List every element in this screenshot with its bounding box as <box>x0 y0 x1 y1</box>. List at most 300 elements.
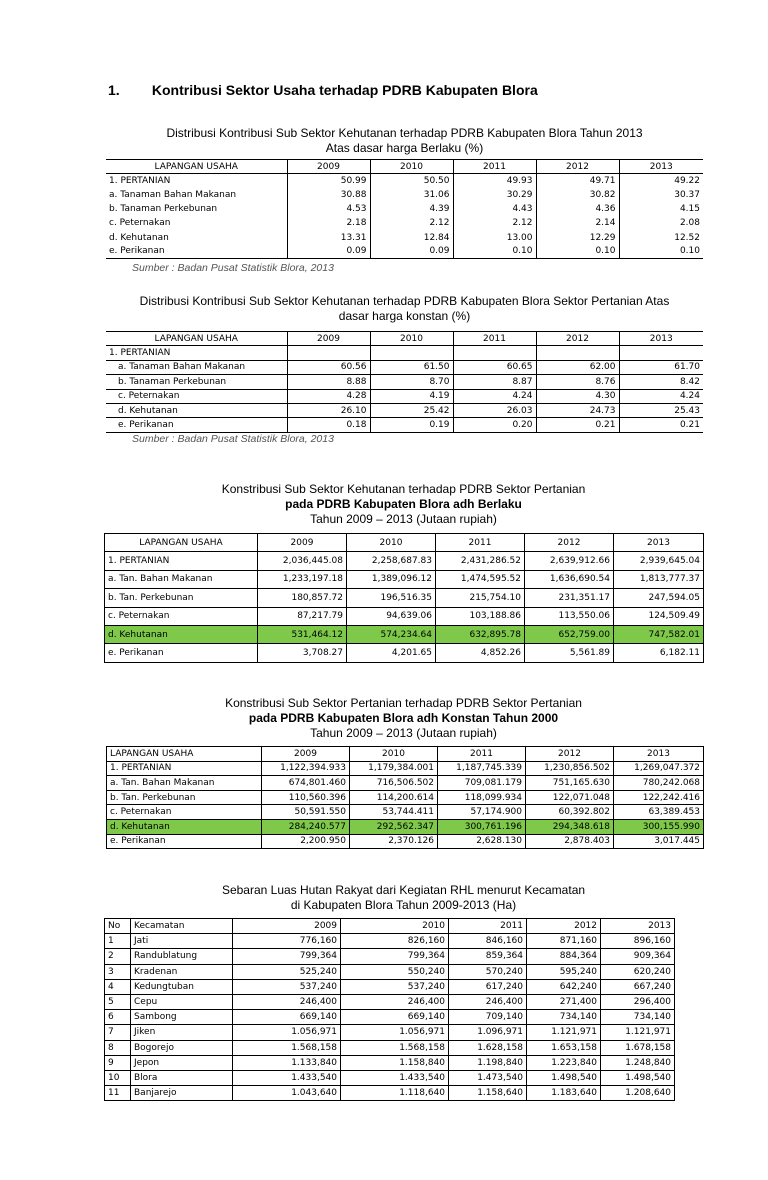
table-cell: 4.15 <box>619 202 703 216</box>
column-header: 2011 <box>453 332 536 346</box>
table-cell: 196,516.35 <box>347 589 436 607</box>
table-cell: 2.12 <box>370 216 453 230</box>
row-label: Randublatung <box>131 949 233 964</box>
column-header: 2012 <box>536 160 619 174</box>
table-cell: 0.10 <box>619 245 703 259</box>
table-cell: 4.53 <box>287 202 370 216</box>
row-label: d. Kehutanan <box>107 819 262 834</box>
table-row <box>105 1070 675 1085</box>
row-label: d. Kehutanan <box>105 625 258 643</box>
table-cell: 61.70 <box>619 360 703 374</box>
column-header: 2011 <box>436 534 525 552</box>
row-label: 1 <box>105 934 131 949</box>
table-row <box>106 245 703 259</box>
row-label: Jiken <box>131 1025 233 1040</box>
table-cell: 26.10 <box>287 403 370 417</box>
table-cell: 617,240 <box>449 979 527 994</box>
table-cell: 1,474,595.52 <box>436 570 525 588</box>
table-cell: 674,801.460 <box>262 776 350 791</box>
table-cell: 1.183,640 <box>527 1086 601 1101</box>
table5-body <box>105 919 675 1101</box>
column-header: 2013 <box>601 919 675 934</box>
column-header: LAPANGAN USAHA <box>105 534 258 552</box>
table-cell: 734,140 <box>601 1010 675 1025</box>
row-label: 1. PERTANIAN <box>109 176 171 187</box>
table-cell <box>370 346 453 360</box>
table-cell: 4,201.65 <box>347 644 436 662</box>
table-row <box>105 570 704 588</box>
table5-caption-line2: di Kabupaten Blora Tahun 2009-2013 (Ha) <box>290 898 517 912</box>
table-cell: 620,240 <box>601 964 675 979</box>
table-row <box>105 949 675 964</box>
row-label: Kedungtuban <box>131 979 233 994</box>
table-cell: 531,464.12 <box>258 625 347 643</box>
column-header: 2009 <box>233 919 341 934</box>
table-row <box>105 979 675 994</box>
table-cell: 570,240 <box>449 964 527 979</box>
table-header-row <box>105 534 704 552</box>
table-header-row <box>106 332 703 346</box>
table-cell: 2,639,912.66 <box>525 552 614 570</box>
table-cell: 709,140 <box>449 1010 527 1025</box>
table-cell: 1.133,840 <box>233 1055 341 1070</box>
row-label: Bogorejo <box>131 1040 233 1055</box>
table-cell: 24.73 <box>536 403 619 417</box>
table-cell: 0.10 <box>453 245 536 259</box>
table-cell: 215,754.10 <box>436 589 525 607</box>
table-cell: 709,081.179 <box>438 776 526 791</box>
column-header: 2010 <box>347 534 436 552</box>
table-cell: 2,036,445.08 <box>258 552 347 570</box>
table-cell: 4.28 <box>287 389 370 403</box>
column-header: 2012 <box>525 534 614 552</box>
row-label: a. Tanaman Bahan Makanan <box>109 189 237 200</box>
table-cell: 246,400 <box>449 994 527 1009</box>
table-cell: 49.71 <box>536 174 619 188</box>
row-label: Sambong <box>131 1010 233 1025</box>
table-row <box>105 589 704 607</box>
row-label: Kradenan <box>131 964 233 979</box>
table-cell: 1,187,745.339 <box>438 761 526 776</box>
table-cell: 734,140 <box>527 1010 601 1025</box>
table4 <box>106 746 704 849</box>
table-cell: 1.121,971 <box>527 1025 601 1040</box>
table-cell: 25.43 <box>619 403 703 417</box>
table-row <box>105 552 704 570</box>
table-cell: 1.056,971 <box>233 1025 341 1040</box>
column-header: 2011 <box>453 160 536 174</box>
table-cell: 632,895.78 <box>436 625 525 643</box>
row-label: 1. PERTANIAN <box>107 761 262 776</box>
row-label: d. Kehutanan <box>109 232 169 243</box>
table-cell <box>287 346 370 360</box>
table-row <box>105 1040 675 1055</box>
table-cell: 60.65 <box>453 360 536 374</box>
table-header-row <box>107 747 704 762</box>
table-cell: 2,370.126 <box>350 834 438 849</box>
table-cell: 8.76 <box>536 375 619 389</box>
table5-caption <box>104 883 703 913</box>
table-row <box>106 389 703 403</box>
table5-caption-line1: Sebaran Luas Hutan Rakyat dari Kegiatan RHL menurut Kecamatan <box>221 883 586 897</box>
table-cell: 8.70 <box>370 375 453 389</box>
column-header: 2010 <box>370 332 453 346</box>
table-cell: 1.158,840 <box>341 1055 449 1070</box>
table-cell: 1.223,840 <box>527 1055 601 1070</box>
table-cell: 12.29 <box>536 230 619 244</box>
table-cell: 1,230,856.502 <box>526 761 614 776</box>
table-cell: 751,165.630 <box>526 776 614 791</box>
table-cell: 537,240 <box>233 979 341 994</box>
row-label: 6 <box>105 1010 131 1025</box>
table-row <box>106 346 703 360</box>
table-cell: 4.36 <box>536 202 619 216</box>
table-cell: 1.433,540 <box>233 1070 341 1085</box>
row-label: 1. PERTANIAN <box>106 346 287 360</box>
table1-body <box>106 160 703 259</box>
table-cell: 0.21 <box>536 418 619 432</box>
table-cell: 61.50 <box>370 360 453 374</box>
table-cell: 1,122,394.933 <box>262 761 350 776</box>
table-cell: 1,269,047.372 <box>614 761 704 776</box>
column-header: No <box>105 919 131 934</box>
table-row <box>105 607 704 625</box>
table-cell: 180,857.72 <box>258 589 347 607</box>
table-cell: 2,431,286.52 <box>436 552 525 570</box>
row-label: Jati <box>131 934 233 949</box>
row-label: 7 <box>105 1025 131 1040</box>
row-label: 11 <box>105 1086 131 1101</box>
table-cell: 2,200.950 <box>262 834 350 849</box>
table-cell: 103,188.86 <box>436 607 525 625</box>
table-cell: 26.03 <box>453 403 536 417</box>
table-cell: 12.84 <box>370 230 453 244</box>
column-header: LAPANGAN USAHA <box>106 332 287 346</box>
table1-caption-line1: Distribusi Kontribusi Sub Sektor Kehutanan terhadap PDRB Kabupaten Blora Tahun 2013 <box>166 126 643 140</box>
table-cell: 30.82 <box>536 188 619 202</box>
table-cell: 231,351.17 <box>525 589 614 607</box>
table-cell: 1.678,158 <box>601 1040 675 1055</box>
table2-body <box>106 332 703 433</box>
table-cell: 246,400 <box>233 994 341 1009</box>
row-label: e. Perikanan <box>107 834 262 849</box>
table-cell: 0.20 <box>453 418 536 432</box>
row-label: e. Perikanan <box>106 418 287 432</box>
table-cell: 3,017.445 <box>614 834 704 849</box>
column-header: 2010 <box>370 160 453 174</box>
table-cell <box>453 346 536 360</box>
column-header: 2012 <box>536 332 619 346</box>
table-cell: 296,400 <box>601 994 675 1009</box>
table-cell: 5,561.89 <box>525 644 614 662</box>
table-row <box>106 403 703 417</box>
table-cell: 284,240.577 <box>262 819 350 834</box>
section-title: Kontribusi Sektor Usaha terhadap PDRB Kabupaten Blora <box>151 82 538 98</box>
row-label: b. Tan. Perkebunan <box>107 790 262 805</box>
table-cell: 246,400 <box>341 994 449 1009</box>
table-cell: 652,759.00 <box>525 625 614 643</box>
table-cell: 8.88 <box>287 375 370 389</box>
table-cell: 118,099.934 <box>438 790 526 805</box>
table-cell: 525,240 <box>233 964 341 979</box>
table-row <box>105 1055 675 1070</box>
table-cell: 4.24 <box>619 389 703 403</box>
table4-caption-line3: Tahun 2009 – 2013 (Jutaan rupiah) <box>310 726 497 740</box>
table-cell: 0.18 <box>287 418 370 432</box>
table-cell: 0.10 <box>536 245 619 259</box>
table-cell: 30.29 <box>453 188 536 202</box>
table-cell: 0.09 <box>287 245 370 259</box>
table-cell: 50.99 <box>287 174 370 188</box>
row-label: a. Tan. Bahan Makanan <box>105 570 258 588</box>
table2-caption <box>106 294 703 324</box>
table-cell: 50,591.550 <box>262 805 350 820</box>
table-cell: 50.50 <box>370 174 453 188</box>
table1-caption <box>106 126 703 156</box>
row-label: e. Perikanan <box>106 245 287 259</box>
table-cell: 909,364 <box>601 949 675 964</box>
column-header: 2011 <box>438 747 526 762</box>
table-cell: 747,582.01 <box>614 625 704 643</box>
table-cell: 1.096,971 <box>449 1025 527 1040</box>
table-cell: 62.00 <box>536 360 619 374</box>
column-header: 2012 <box>527 919 601 934</box>
table-cell: 1.248,840 <box>601 1055 675 1070</box>
table-cell: 1.653,158 <box>527 1040 601 1055</box>
table-cell: 2.18 <box>287 216 370 230</box>
table-cell: 776,160 <box>233 934 341 949</box>
table-cell: 30.37 <box>619 188 703 202</box>
table1-caption-line2: Atas dasar harga Berlaku (%) <box>325 141 484 155</box>
table3-caption-line3: Tahun 2009 – 2013 (Jutaan rupiah) <box>310 512 497 526</box>
table-cell: 1,389,096.12 <box>347 570 436 588</box>
table-cell: 642,240 <box>527 979 601 994</box>
table-row <box>106 188 703 202</box>
table-cell: 13.31 <box>287 230 370 244</box>
table-cell: 871,160 <box>527 934 601 949</box>
table-cell: 896,160 <box>601 934 675 949</box>
table-cell: 1,636,690.54 <box>525 570 614 588</box>
table-cell: 2.12 <box>453 216 536 230</box>
table-row <box>105 625 704 643</box>
table-cell: 574,234.64 <box>347 625 436 643</box>
section-number: 1. <box>108 82 120 98</box>
table-cell: 4.30 <box>536 389 619 403</box>
row-label: b. Tanaman Perkebunan <box>109 204 218 215</box>
row-label: 9 <box>105 1055 131 1070</box>
table-row <box>106 174 703 188</box>
table-cell: 8.42 <box>619 375 703 389</box>
section-heading <box>108 82 538 98</box>
row-label: e. Perikanan <box>105 644 258 662</box>
table-cell: 1.473,540 <box>449 1070 527 1085</box>
table-cell: 114,200.614 <box>350 790 438 805</box>
table-row <box>107 761 704 776</box>
table-cell: 0.21 <box>619 418 703 432</box>
table-row <box>106 375 703 389</box>
column-header: 2013 <box>619 332 703 346</box>
table-cell: 1.208,640 <box>601 1086 675 1101</box>
table-cell: 859,364 <box>449 949 527 964</box>
table3-body <box>105 534 704 663</box>
column-header: 2010 <box>341 919 449 934</box>
row-label: c. Peternakan <box>105 607 258 625</box>
table-cell: 12.52 <box>619 230 703 244</box>
table-cell: 4.43 <box>453 202 536 216</box>
table-cell: 6,182.11 <box>614 644 704 662</box>
table-cell: 667,240 <box>601 979 675 994</box>
row-label: 5 <box>105 994 131 1009</box>
table-cell: 247,594.05 <box>614 589 704 607</box>
table-cell: 0.09 <box>370 245 453 259</box>
table-cell: 292,562.347 <box>350 819 438 834</box>
table-cell: 49.22 <box>619 174 703 188</box>
table-cell: 1.568,158 <box>233 1040 341 1055</box>
table-cell: 2,939,645.04 <box>614 552 704 570</box>
table4-body <box>107 747 704 849</box>
table-row <box>105 1086 675 1101</box>
table-cell: 271,400 <box>527 994 601 1009</box>
table-row <box>105 1025 675 1040</box>
row-label: c. Peternakan <box>107 805 262 820</box>
table-cell: 300,155.990 <box>614 819 704 834</box>
table-header-row <box>106 160 703 174</box>
table-cell: 1.498,540 <box>601 1070 675 1085</box>
table-row <box>107 834 704 849</box>
table-row <box>106 202 703 216</box>
column-header: 2013 <box>614 747 704 762</box>
row-label: 8 <box>105 1040 131 1055</box>
table-cell: 799,364 <box>341 949 449 964</box>
table-cell: 8.87 <box>453 375 536 389</box>
table-row <box>107 805 704 820</box>
table2-source: Sumber : Badan Pusat Statistik Blora, 2013 <box>132 433 334 445</box>
table-cell: 113,550.06 <box>525 607 614 625</box>
table4-caption <box>104 696 703 741</box>
table2-caption-line2: dasar harga konstan (%) <box>338 309 471 323</box>
column-header: 2009 <box>287 160 370 174</box>
table-cell: 122,242.416 <box>614 790 704 805</box>
row-label: b. Tanaman Perkebunan <box>106 375 287 389</box>
table-cell: 63,389.453 <box>614 805 704 820</box>
table-cell: 669,140 <box>233 1010 341 1025</box>
table-cell: 124,509.49 <box>614 607 704 625</box>
table3 <box>104 533 704 663</box>
row-label: 3 <box>105 964 131 979</box>
table5 <box>104 918 675 1101</box>
table-cell: 1,233,197.18 <box>258 570 347 588</box>
row-label: b. Tan. Perkebunan <box>105 589 258 607</box>
column-header: 2009 <box>287 332 370 346</box>
table-cell: 94,639.06 <box>347 607 436 625</box>
table-cell: 1.498,540 <box>527 1070 601 1085</box>
table-cell: 537,240 <box>341 979 449 994</box>
table-row <box>105 934 675 949</box>
table-cell: 1.628,158 <box>449 1040 527 1055</box>
row-label: Banjarejo <box>131 1086 233 1101</box>
table-row <box>105 1010 675 1025</box>
table-cell: 846,160 <box>449 934 527 949</box>
table-row <box>106 360 703 374</box>
row-label: c. Peternakan <box>109 218 171 229</box>
table-cell: 4.39 <box>370 202 453 216</box>
table-cell: 57,174.900 <box>438 805 526 820</box>
column-header: 2010 <box>350 747 438 762</box>
table-cell: 2,628.130 <box>438 834 526 849</box>
table-cell: 826,160 <box>341 934 449 949</box>
table-cell: 60.56 <box>287 360 370 374</box>
table-cell: 780,242.068 <box>614 776 704 791</box>
table-cell: 30.88 <box>287 188 370 202</box>
table-cell: 87,217.79 <box>258 607 347 625</box>
table-cell: 1.433,540 <box>341 1070 449 1085</box>
row-label: a. Tan. Bahan Makanan <box>107 776 262 791</box>
table-cell: 2.08 <box>619 216 703 230</box>
table1-source: Sumber : Badan Pusat Statistik Blora, 2013 <box>132 262 334 274</box>
column-header: 2009 <box>258 534 347 552</box>
table-row <box>105 644 704 662</box>
row-label: a. Tanaman Bahan Makanan <box>106 360 287 374</box>
table-cell: 3,708.27 <box>258 644 347 662</box>
table2-caption-line1: Distribusi Kontribusi Sub Sektor Kehutanan terhadap PDRB Kabupaten Blora Sektor Pertanian Atas <box>139 294 670 308</box>
table-cell: 716,506.502 <box>350 776 438 791</box>
table-cell: 13.00 <box>453 230 536 244</box>
table-cell: 4.24 <box>453 389 536 403</box>
table-cell: 799,364 <box>233 949 341 964</box>
table-cell: 2,878.403 <box>526 834 614 849</box>
column-header: 2012 <box>526 747 614 762</box>
table-cell: 0.19 <box>370 418 453 432</box>
table-cell: 53,744.411 <box>350 805 438 820</box>
table-row <box>106 418 703 432</box>
table-cell <box>536 346 619 360</box>
table-cell: 1,813,777.37 <box>614 570 704 588</box>
table-cell: 4.19 <box>370 389 453 403</box>
table3-caption <box>104 482 703 527</box>
table-cell: 595,240 <box>527 964 601 979</box>
table-cell: 1.043,640 <box>233 1086 341 1101</box>
table-header-row <box>105 919 675 934</box>
table-cell: 1.056,971 <box>341 1025 449 1040</box>
row-label: 10 <box>105 1070 131 1085</box>
column-header: LAPANGAN USAHA <box>107 747 262 762</box>
table-cell: 31.06 <box>370 188 453 202</box>
table-cell: 60,392.802 <box>526 805 614 820</box>
table-cell: 25.42 <box>370 403 453 417</box>
column-header: 2013 <box>619 160 703 174</box>
table-cell: 300,761.196 <box>438 819 526 834</box>
table-row <box>106 230 703 244</box>
table-row <box>107 790 704 805</box>
table-cell: 669,140 <box>341 1010 449 1025</box>
table-row <box>107 776 704 791</box>
table-cell: 110,560.396 <box>262 790 350 805</box>
table-cell: 1.198,840 <box>449 1055 527 1070</box>
table3-caption-line1: Konstribusi Sub Sektor Kehutanan terhadap PDRB Sektor Pertanian <box>221 482 586 496</box>
column-header: 2011 <box>449 919 527 934</box>
table2 <box>106 331 703 433</box>
table1 <box>106 159 703 259</box>
row-label: 4 <box>105 979 131 994</box>
row-label: Jepon <box>131 1055 233 1070</box>
table-cell: 4,852.26 <box>436 644 525 662</box>
table-cell: 2.14 <box>536 216 619 230</box>
row-label: c. Peternakan <box>106 389 287 403</box>
table-cell <box>619 346 703 360</box>
row-label: d. Kehutanan <box>106 403 287 417</box>
table-row <box>105 964 675 979</box>
row-label: Cepu <box>131 994 233 1009</box>
